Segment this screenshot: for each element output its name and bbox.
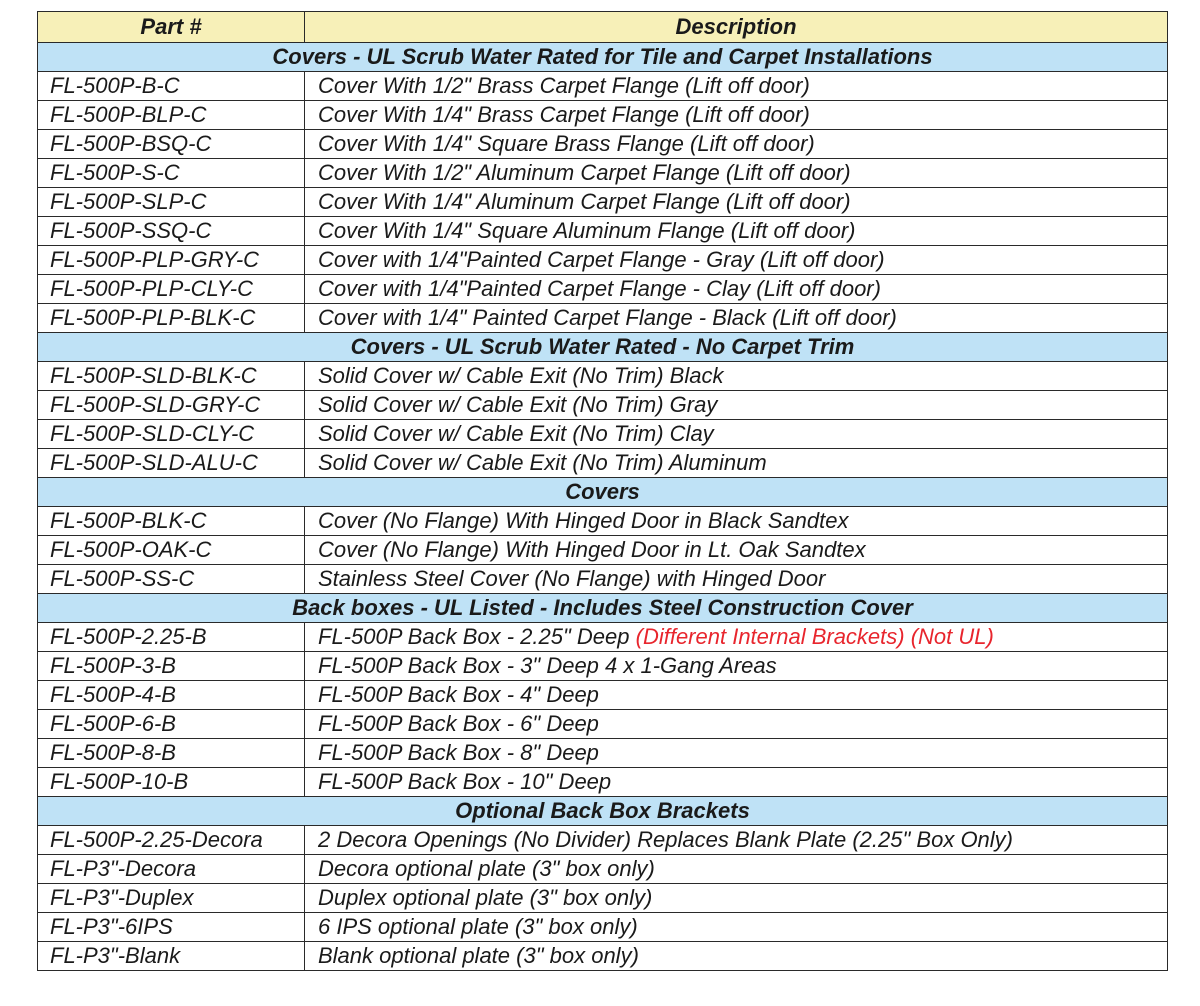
- description-cell: [305, 652, 1168, 681]
- description-text: 2 Decora Openings (No Divider) Replaces Blank Plate (2.25" Box Only): [318, 827, 1014, 852]
- description-cell: [305, 246, 1168, 275]
- section-title: Covers - UL Scrub Water Rated for Tile and Carpet Installations: [38, 43, 1168, 72]
- section-header-row: [38, 333, 1168, 362]
- table-row: [38, 884, 1168, 913]
- table-row: [38, 710, 1168, 739]
- description-cell: [305, 362, 1168, 391]
- description-text: Cover With 1/2" Brass Carpet Flange (Lift off door): [318, 73, 810, 98]
- description-cell: [305, 913, 1168, 942]
- parts-table-sheet: [37, 11, 1167, 971]
- description-cell: [305, 101, 1168, 130]
- part-number-cell: FL-500P-8-B: [38, 739, 305, 768]
- table-row: [38, 188, 1168, 217]
- description-cell: [305, 565, 1168, 594]
- description-cell: [305, 507, 1168, 536]
- table-row: [38, 275, 1168, 304]
- header-row: [38, 12, 1168, 43]
- part-number-cell: FL-500P-PLP-GRY-C: [38, 246, 305, 275]
- description-text: Cover (No Flange) With Hinged Door in Lt. Oak Sandtex: [318, 537, 866, 562]
- description-cell: [305, 768, 1168, 797]
- table-row: [38, 420, 1168, 449]
- part-number-cell: FL-500P-BLP-C: [38, 101, 305, 130]
- section-title: Back boxes - UL Listed - Includes Steel Construction Cover: [38, 594, 1168, 623]
- table-row: [38, 362, 1168, 391]
- part-number-cell: FL-P3"-Blank: [38, 942, 305, 971]
- description-cell: [305, 942, 1168, 971]
- description-text: Cover (No Flange) With Hinged Door in Black Sandtex: [318, 508, 849, 533]
- table-row: [38, 768, 1168, 797]
- description-cell: [305, 391, 1168, 420]
- description-cell: [305, 275, 1168, 304]
- description-text: FL-500P Back Box - 8" Deep: [318, 740, 599, 765]
- description-text: Cover With 1/4" Square Brass Flange (Lift off door): [318, 131, 815, 156]
- section-header-row: [38, 594, 1168, 623]
- part-number-cell: FL-500P-SS-C: [38, 565, 305, 594]
- section-title: Covers - UL Scrub Water Rated - No Carpet Trim: [38, 333, 1168, 362]
- description-text: Stainless Steel Cover (No Flange) with Hinged Door: [318, 566, 826, 591]
- part-number-cell: FL-500P-2.25-B: [38, 623, 305, 652]
- description-text: Solid Cover w/ Cable Exit (No Trim) Black: [318, 363, 724, 388]
- table-row: [38, 913, 1168, 942]
- description-text: Solid Cover w/ Cable Exit (No Trim) Aluminum: [318, 450, 767, 475]
- description-cell: [305, 304, 1168, 333]
- description-cell: [305, 855, 1168, 884]
- table-row: [38, 101, 1168, 130]
- part-number-cell: FL-500P-SLD-CLY-C: [38, 420, 305, 449]
- part-number-cell: FL-500P-SLD-ALU-C: [38, 449, 305, 478]
- section-header-row: [38, 478, 1168, 507]
- part-number-cell: FL-500P-PLP-BLK-C: [38, 304, 305, 333]
- description-text: Cover With 1/4" Aluminum Carpet Flange (Lift off door): [318, 189, 851, 214]
- table-row: [38, 623, 1168, 652]
- table-row: [38, 130, 1168, 159]
- part-number-cell: FL-500P-SLD-GRY-C: [38, 391, 305, 420]
- description-text: FL-500P Back Box - 3" Deep 4 x 1-Gang Areas: [318, 653, 777, 678]
- part-number-cell: FL-500P-S-C: [38, 159, 305, 188]
- description-cell: [305, 710, 1168, 739]
- table-row: [38, 536, 1168, 565]
- section-title: Covers: [38, 478, 1168, 507]
- part-number-cell: FL-P3"-Decora: [38, 855, 305, 884]
- description-text: FL-500P Back Box - 6" Deep: [318, 711, 599, 736]
- table-row: [38, 72, 1168, 101]
- table-row: [38, 565, 1168, 594]
- description-text: Cover with 1/4"Painted Carpet Flange - Gray (Lift off door): [318, 247, 885, 272]
- description-cell: [305, 130, 1168, 159]
- description-cell: [305, 420, 1168, 449]
- description-cell: [305, 72, 1168, 101]
- part-number-cell: FL-500P-2.25-Decora: [38, 826, 305, 855]
- part-number-cell: FL-500P-B-C: [38, 72, 305, 101]
- description-cell: [305, 159, 1168, 188]
- description-text: FL-500P Back Box - 4" Deep: [318, 682, 599, 707]
- table-row: [38, 855, 1168, 884]
- part-number-cell: FL-500P-3-B: [38, 652, 305, 681]
- description-text: Cover with 1/4" Painted Carpet Flange - Black (Lift off door): [318, 305, 897, 330]
- description-text: Cover with 1/4"Painted Carpet Flange - Clay (Lift off door): [318, 276, 881, 301]
- part-number-cell: FL-500P-BSQ-C: [38, 130, 305, 159]
- part-number-cell: FL-500P-SLD-BLK-C: [38, 362, 305, 391]
- table-row: [38, 681, 1168, 710]
- description-cell: [305, 884, 1168, 913]
- part-number-cell: FL-500P-SSQ-C: [38, 217, 305, 246]
- part-number-cell: FL-500P-4-B: [38, 681, 305, 710]
- part-number-cell: FL-500P-6-B: [38, 710, 305, 739]
- description-text: Decora optional plate (3" box only): [318, 856, 655, 881]
- section-header-row: [38, 797, 1168, 826]
- description-cell: [305, 681, 1168, 710]
- table-row: [38, 304, 1168, 333]
- description-cell: [305, 739, 1168, 768]
- description-text: Cover With 1/4" Square Aluminum Flange (Lift off door): [318, 218, 856, 243]
- description-text: Cover With 1/4" Brass Carpet Flange (Lift off door): [318, 102, 810, 127]
- description-cell: [305, 188, 1168, 217]
- part-number-header: Part #: [38, 12, 305, 43]
- table-row: [38, 652, 1168, 681]
- part-number-cell: FL-P3"-Duplex: [38, 884, 305, 913]
- table-row: [38, 246, 1168, 275]
- table-row: [38, 826, 1168, 855]
- description-text: Duplex optional plate (3" box only): [318, 885, 653, 910]
- table-row: [38, 739, 1168, 768]
- part-number-cell: FL-500P-10-B: [38, 768, 305, 797]
- table-row: [38, 507, 1168, 536]
- description-text: FL-500P Back Box - 2.25" Deep: [318, 624, 630, 649]
- part-number-cell: FL-500P-OAK-C: [38, 536, 305, 565]
- description-cell: [305, 536, 1168, 565]
- table-row: [38, 449, 1168, 478]
- description-text: Blank optional plate (3" box only): [318, 943, 639, 968]
- description-header: Description: [305, 12, 1168, 43]
- table-row: [38, 942, 1168, 971]
- description-text: 6 IPS optional plate (3" box only): [318, 914, 638, 939]
- parts-table: [37, 11, 1168, 971]
- table-row: [38, 391, 1168, 420]
- description-cell: [305, 449, 1168, 478]
- description-text: Solid Cover w/ Cable Exit (No Trim) Clay: [318, 421, 714, 446]
- description-cell: [305, 623, 1168, 652]
- description-cell: [305, 826, 1168, 855]
- part-number-cell: FL-500P-SLP-C: [38, 188, 305, 217]
- table-row: [38, 217, 1168, 246]
- description-warning-note: (Different Internal Brackets) (Not UL): [635, 624, 994, 649]
- part-number-cell: FL-500P-PLP-CLY-C: [38, 275, 305, 304]
- description-text: FL-500P Back Box - 10" Deep: [318, 769, 612, 794]
- description-text: Solid Cover w/ Cable Exit (No Trim) Gray: [318, 392, 718, 417]
- part-number-cell: FL-P3"-6IPS: [38, 913, 305, 942]
- description-cell: [305, 217, 1168, 246]
- description-text: Cover With 1/2" Aluminum Carpet Flange (Lift off door): [318, 160, 851, 185]
- section-header-row: [38, 43, 1168, 72]
- section-title: Optional Back Box Brackets: [38, 797, 1168, 826]
- part-number-cell: FL-500P-BLK-C: [38, 507, 305, 536]
- table-body: [38, 43, 1168, 971]
- table-row: [38, 159, 1168, 188]
